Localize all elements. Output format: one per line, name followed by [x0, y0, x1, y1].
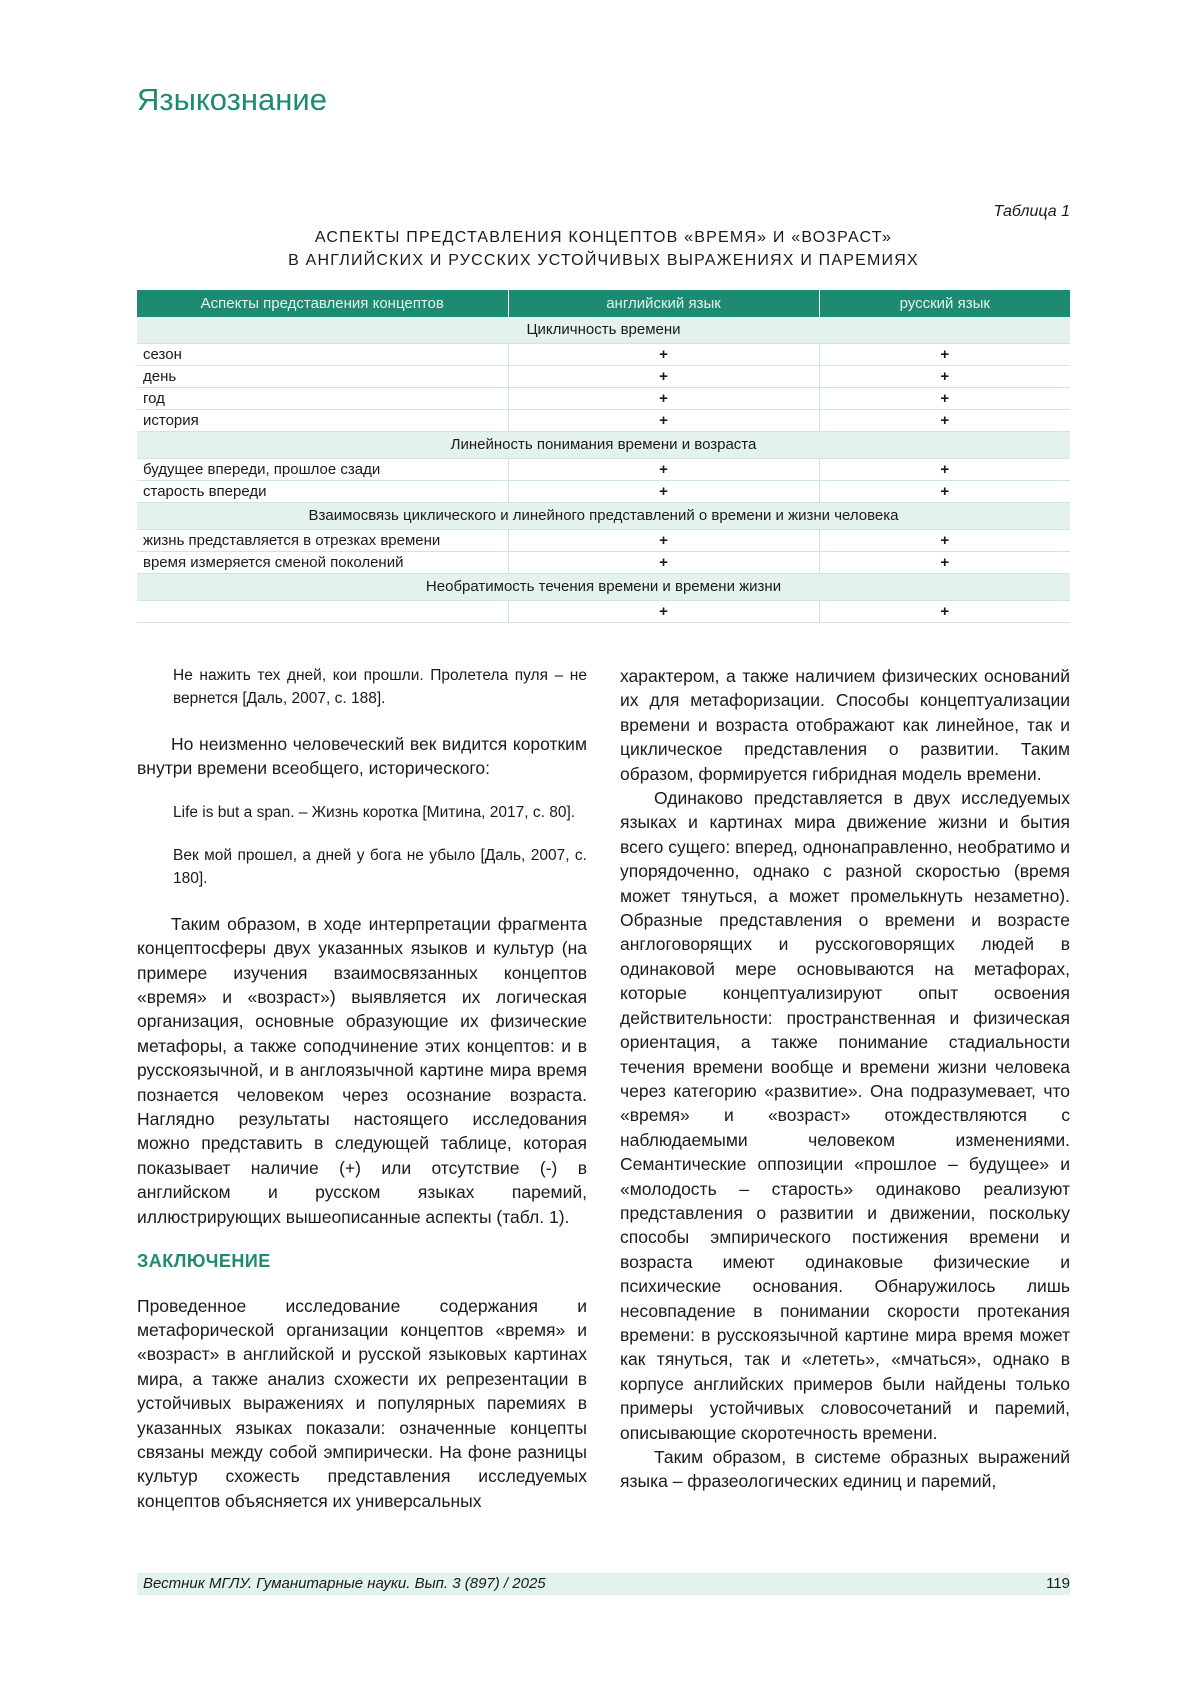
table-row: [137, 481, 1070, 503]
conclusion-heading: ЗАКЛЮЧЕНИЕ: [137, 1249, 587, 1273]
paragraph: Таким образом, в системе образных выражений языка – фразеологических единиц и паремий,: [620, 1445, 1070, 1494]
table-row: [137, 459, 1070, 481]
paragraph: Таким образом, в ходе интерпретации фрагмента концептосферы двух указанных языков и культур (на примере изучения взаимосвязанных концептов «время» и «возраст») выявляется их логическая организация, основные образующие их физические метафоры, а также соподчинение этих концептов: и в русскоязычной, и в англоязычной картине мира время познается человеком через осознание возраста. Наглядно результаты настоящего исследования можно представить в следующей таблице, которая показывает наличие (+) или отсутствие (-) в английском и русском языках паремий, иллюстрирующих вышеописанные аспекты (табл. 1).: [137, 912, 587, 1229]
paragraph: характером, а также наличием физических оснований их для метафоризации. Способы концептуализации времени и возраста отображают как линейное, так и циклическое представления о развитии. Таким образом, формируется гибридная модель времени.: [620, 664, 1070, 786]
aspect-cell: сезон: [137, 344, 508, 366]
russian-cell: +: [819, 410, 1070, 432]
section-title: Языкознание: [137, 82, 327, 118]
aspect-cell: день: [137, 366, 508, 388]
aspect-cell: год: [137, 388, 508, 410]
russian-cell: +: [819, 459, 1070, 481]
russian-cell: +: [819, 366, 1070, 388]
table-caption-line-2: В АНГЛИЙСКИХ И РУССКИХ УСТОЙЧИВЫХ ВЫРАЖЕНИЯХ И ПАРЕМИЯХ: [137, 249, 1070, 272]
table-group-row: [137, 317, 1070, 344]
page-footer: [137, 1573, 1070, 1595]
table-group-row: [137, 574, 1070, 601]
table-group-row: [137, 503, 1070, 530]
column-header-russian: русский язык: [819, 290, 1070, 317]
aspect-cell: старость впереди: [137, 481, 508, 503]
english-cell: +: [508, 459, 819, 481]
table-row: [137, 530, 1070, 552]
column-header-english: английский язык: [508, 290, 819, 317]
page-number: 119: [1046, 1573, 1070, 1595]
group-label: Линейность понимания времени и возраста: [137, 432, 1070, 459]
table-label: Таблица 1: [994, 203, 1070, 221]
table-header-row: [137, 290, 1070, 317]
group-label: Цикличность времени: [137, 317, 1070, 344]
english-cell: +: [508, 601, 819, 623]
table-row: [137, 388, 1070, 410]
paragraph: Но неизменно человеческий век видится коротким внутри времени всеобщего, исторического:: [137, 732, 587, 781]
english-cell: +: [508, 410, 819, 432]
russian-cell: +: [819, 552, 1070, 574]
aspects-table: [137, 290, 1070, 623]
table-caption-line-1: АСПЕКТЫ ПРЕДСТАВЛЕНИЯ КОНЦЕПТОВ «ВРЕМЯ» И «ВОЗРАСТ»: [137, 226, 1070, 249]
aspect-cell: будущее впереди, прошлое сзади: [137, 459, 508, 481]
aspect-cell: история: [137, 410, 508, 432]
table-caption: [137, 226, 1070, 272]
english-cell: +: [508, 344, 819, 366]
russian-cell: +: [819, 601, 1070, 623]
aspect-cell: [137, 601, 508, 623]
english-cell: +: [508, 366, 819, 388]
english-cell: +: [508, 552, 819, 574]
quote-mitina: Life is but a span. – Жизнь коротка [Митина, 2017, с. 80].: [137, 801, 587, 824]
table-row: [137, 366, 1070, 388]
table-row: [137, 344, 1070, 366]
table-row: [137, 410, 1070, 432]
right-column: [620, 664, 1070, 1494]
group-label: Необратимость течения времени и времени жизни: [137, 574, 1070, 601]
quote-dal-188: Не нажить тех дней, кои прошли. Пролетела пуля – не вернется [Даль, 2007, с. 188].: [137, 664, 587, 710]
english-cell: +: [508, 481, 819, 503]
english-cell: +: [508, 388, 819, 410]
paragraph: Проведенное исследование содержания и метафорической организации концептов «время» и «возраст» в английской и русской языковых картинах мира, а также анализ схожести их репрезентации в устойчивых выражениях и популярных паремиях в указанных языках показали: означенные концепты связаны между собой эмпирически. На фоне разницы культур схожесть представления исследуемых концептов объясняется их универсальных: [137, 1294, 587, 1514]
english-cell: +: [508, 530, 819, 552]
left-column: [137, 664, 587, 1513]
quote-dal-180: Век мой прошел, а дней у бога не убыло [Даль, 2007, с. 180].: [137, 844, 587, 890]
journal-citation: Вестник МГЛУ. Гуманитарные науки. Вып. 3 (897) / 2025: [143, 1573, 546, 1595]
russian-cell: +: [819, 530, 1070, 552]
table-row: [137, 601, 1070, 623]
paragraph: Одинаково представляется в двух исследуемых языках и картинах мира движение жизни и бытия всего сущего: вперед, однонаправленно, необратимо и упорядоченно, однако с разной скоростью (время может тянуться, а может промелькнуть незаметно). Образные представления о времени и возрасте англоговорящих и русскоговорящих людей в одинаковой мере основываются на метафорах, которые концептуализируют опыт освоения действительности: пространственная и физическая ориентация, а также понимание стадиальности течения времени вообще и времени жизни человека через категорию «развитие». Она подразумевает, что «время» и «возраст» отождествляются с наблюдаемыми человеком изменениями. Семантические оппозиции «прошлое – будущее» и «молодость – старость» одинаково реализуют представления о развитии и движении, поскольку способы эмпирического постижения времени и возраста имеют одинаковые физические и психические основания. Обнаружилось лишь несовпадение в понимании скорости протекания времени: в русскоязычной картине мира время может как тянуться, так и «лететь», «мчаться», однако в корпусе английских примеров были найдены только примеры устойчивых словосочетаний и паремий, описывающие скоротечность времени.: [620, 786, 1070, 1445]
aspect-cell: время измеряется сменой поколений: [137, 552, 508, 574]
table-row: [137, 552, 1070, 574]
russian-cell: +: [819, 344, 1070, 366]
russian-cell: +: [819, 388, 1070, 410]
group-label: Взаимосвязь циклического и линейного представлений о времени и жизни человека: [137, 503, 1070, 530]
aspect-cell: жизнь представляется в отрезках времени: [137, 530, 508, 552]
column-header-aspects: Аспекты представления концептов: [137, 290, 508, 317]
table-group-row: [137, 432, 1070, 459]
russian-cell: +: [819, 481, 1070, 503]
